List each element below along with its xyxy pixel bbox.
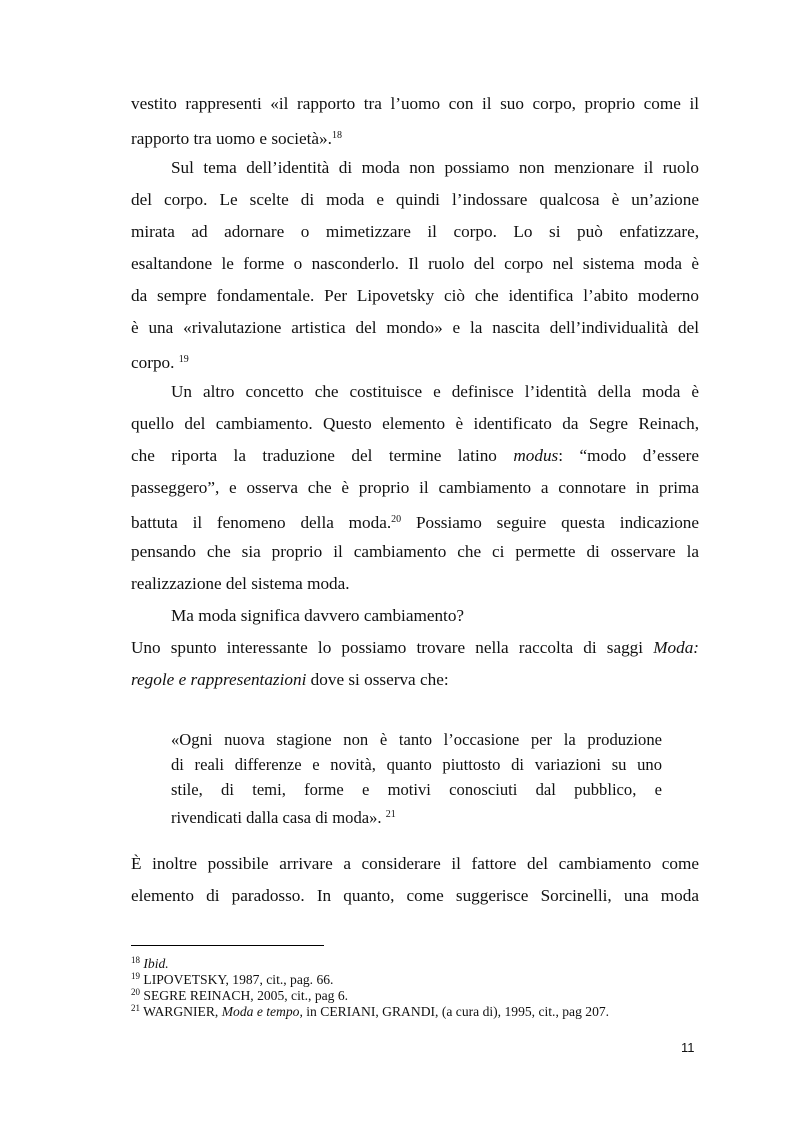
body-line: mirata ad adornare o mimetizzare il corpo. Lo si può enfatizzare,: [131, 222, 699, 241]
quote-line: di reali differenze e novità, quanto piuttosto di variazioni su uno: [171, 755, 662, 774]
italic-title: Moda:: [653, 638, 700, 657]
body-line: elemento di paradosso. In quanto, come suggerisce Sorcinelli, una moda: [131, 886, 699, 905]
body-line: realizzazione del sistema moda.: [131, 574, 350, 593]
footnote-ref: 20: [391, 514, 402, 525]
footnote: $^{19}$ LIPOVETSKY, 1987, cit., pag. 66.: [131, 971, 334, 987]
body-line: rapporto tra uomo e società».$^{18}$: [131, 129, 342, 148]
footnote-ref: 21: [385, 809, 396, 820]
body-line: è una «rivalutazione artistica del mondo» e la nascita dell’individualità del: [131, 318, 699, 337]
body-line: Sul tema dell’identità di moda non possiamo non menzionare il ruolo: [171, 158, 699, 177]
quote-line: stile, di temi, forme e motivi conosciuti dal pubblico, e: [171, 780, 662, 799]
footnote: $^{20}$ SEGRE REINACH, 2005, cit., pag 6.: [131, 987, 349, 1003]
body-line: Ma moda significa davvero cambiamento?: [171, 606, 465, 625]
body-line: vestito rappresenti «il rapporto tra l’uomo con il suo corpo, proprio come il: [131, 94, 699, 113]
body-line: È inoltre possibile arrivare a considerare il fattore del cambiamento come: [131, 854, 699, 873]
body-line: quello del cambiamento. Questo elemento è identificato da Segre Reinach,: [131, 414, 699, 433]
body-line: che riporta la traduzione del termine latino modus: “modo d’essere: [131, 446, 699, 465]
footnote: $^{21}$ WARGNIER, Moda e tempo, in CERIANI, GRANDI, (a cura di), 1995, cit., pag 207.: [131, 1003, 610, 1019]
footnote: $^{18}$ Ibid.: [131, 955, 169, 971]
body-line: passeggero”, e osserva che è proprio il cambiamento a connotare in prima: [131, 478, 699, 497]
footnote-ref: 18: [331, 130, 342, 141]
body-line: battuta il fenomeno della moda.$^{20}$ Possiamo seguire questa indicazione: [131, 513, 700, 532]
body-line: del corpo. Le scelte di moda e quindi l’indossare qualcosa è un’azione: [131, 190, 699, 209]
body-line: Uno spunto interessante lo possiamo trovare nella raccolta di saggi Moda:: [131, 638, 700, 657]
body-line: Un altro concetto che costituisce e definisce l’identità della moda è: [171, 382, 699, 401]
body-line: regole e rappresentazioni dove si osserva che:: [131, 670, 449, 689]
italic-title: regole e rappresentazioni: [131, 670, 307, 689]
italic-term: modus: [513, 446, 559, 465]
page-number: 11: [681, 1040, 695, 1055]
body-line: esaltandone le forme o nasconderlo. Il ruolo del corpo nel sistema moda è: [131, 254, 699, 273]
footnote-ref: 19: [178, 354, 189, 365]
quote-line: «Ogni nuova stagione non è tanto l’occasione per la produzione: [171, 730, 662, 749]
body-line: corpo. $^{19}$: [131, 353, 189, 372]
body-line: da sempre fondamentale. Per Lipovetsky ciò che identifica l’abito moderno: [131, 286, 699, 305]
footnote-separator: [131, 945, 324, 946]
body-line: pensando che sia proprio il cambiamento che ci permette di osservare la: [131, 542, 699, 561]
quote-line: rivendicati dalla casa di moda». $^{21}$: [171, 808, 396, 827]
